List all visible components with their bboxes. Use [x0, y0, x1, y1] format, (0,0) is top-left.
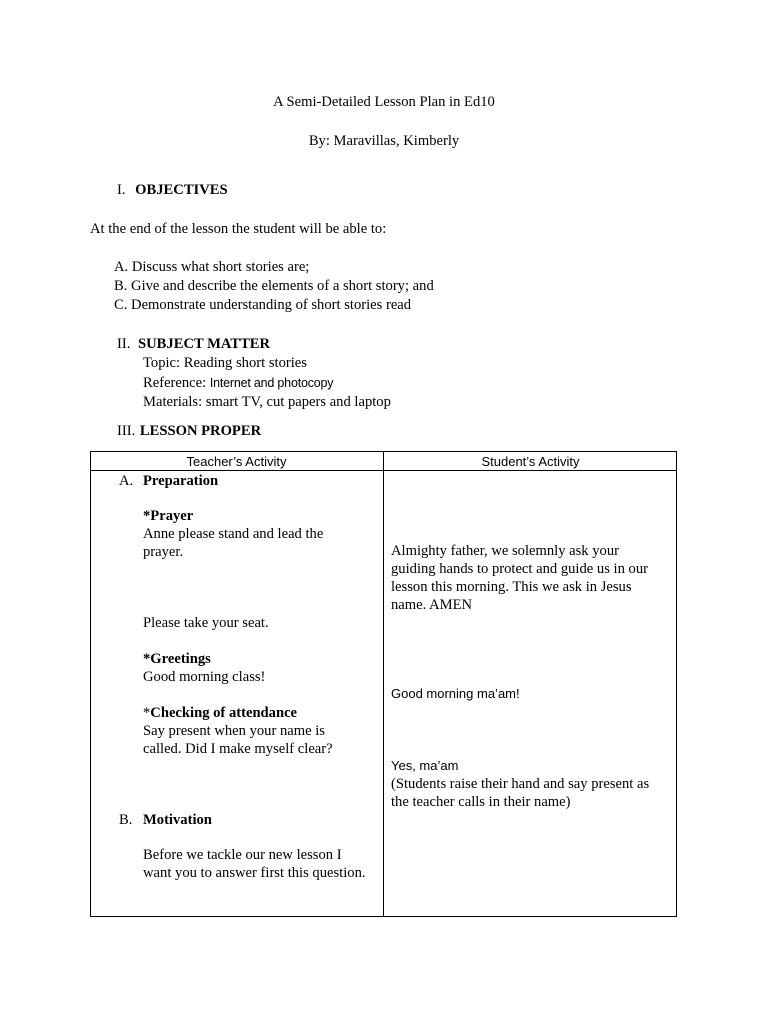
subject-matter-section-heading [117, 335, 270, 353]
student-greeting-reply: Good morning ma’am! [391, 686, 520, 701]
teacher-activity-header: Teacher’s Activity [186, 454, 287, 469]
greetings-heading: *Greetings [143, 651, 211, 667]
seat-instruction: Please take your seat. [143, 615, 269, 631]
prayer-instruction-line1: Anne please stand and lead the [143, 526, 324, 542]
motivation-heading: Motivation [143, 812, 212, 828]
attendance-line1: Say present when your name is [143, 723, 325, 739]
table-column-divider [383, 451, 384, 917]
student-prayer-line4: name. AMEN [391, 597, 473, 613]
subject-matter-heading: SUBJECT MATTER [138, 336, 271, 352]
subject-reference-value: Internet and photocopy [209, 376, 334, 390]
attendance-line2: called. Did I make myself clear? [143, 741, 333, 757]
objective-item-b: B. Give and describe the elements of a short story; and [114, 278, 434, 294]
table-header-divider [90, 470, 677, 471]
student-prayer-line3: lesson this morning. This we ask in Jesus [391, 579, 632, 595]
objectives-heading: OBJECTIVES [135, 182, 228, 198]
motivation-line1: Before we tackle our new lesson I [143, 847, 342, 863]
objective-item-c: C. Demonstrate understanding of short stories read [114, 297, 412, 313]
prayer-heading: *Prayer [143, 508, 194, 524]
subject-matter-numeral: II. [117, 336, 131, 352]
attendance-heading [143, 704, 297, 722]
preparation-heading: Preparation [143, 473, 219, 489]
preparation-letter: A. [119, 473, 134, 489]
objectives-numeral: I. [117, 182, 126, 198]
lesson-proper-heading: LESSON PROPER [139, 423, 262, 439]
lesson-proper-numeral: III. [117, 423, 136, 439]
subject-reference-label: Reference: [143, 375, 210, 391]
subject-reference [143, 374, 333, 392]
objective-item-a: A. Discuss what short stories are; [114, 259, 310, 275]
attendance-star: * [143, 705, 151, 721]
student-activity-header: Student’s Activity [481, 454, 580, 469]
greetings-line: Good morning class! [143, 669, 266, 685]
prayer-instruction-line2: prayer. [143, 544, 184, 560]
student-prayer-line1: Almighty father, we solemnly ask your [391, 543, 620, 559]
objectives-section-heading [117, 181, 228, 199]
attendance-heading-text: Checking of attendance [150, 705, 298, 721]
subject-materials: Materials: smart TV, cut papers and laptop [143, 394, 391, 410]
lesson-proper-section-heading [117, 422, 261, 440]
objectives-intro: At the end of the lesson the student will be able to: [90, 221, 387, 237]
student-action-line2: the teacher calls in their name) [391, 794, 571, 810]
student-prayer-line2: guiding hands to protect and guide us in our [391, 561, 648, 577]
motivation-letter: B. [119, 812, 133, 828]
student-action-line1: (Students raise their hand and say present as [391, 776, 650, 792]
motivation-line2: want you to answer first this question. [143, 865, 366, 881]
document-author: By: Maravillas, Kimberly [308, 133, 460, 149]
subject-topic: Topic: Reading short stories [143, 355, 307, 371]
student-yes: Yes, ma’am [391, 758, 459, 773]
document-title: A Semi-Detailed Lesson Plan in Ed10 [273, 94, 495, 110]
